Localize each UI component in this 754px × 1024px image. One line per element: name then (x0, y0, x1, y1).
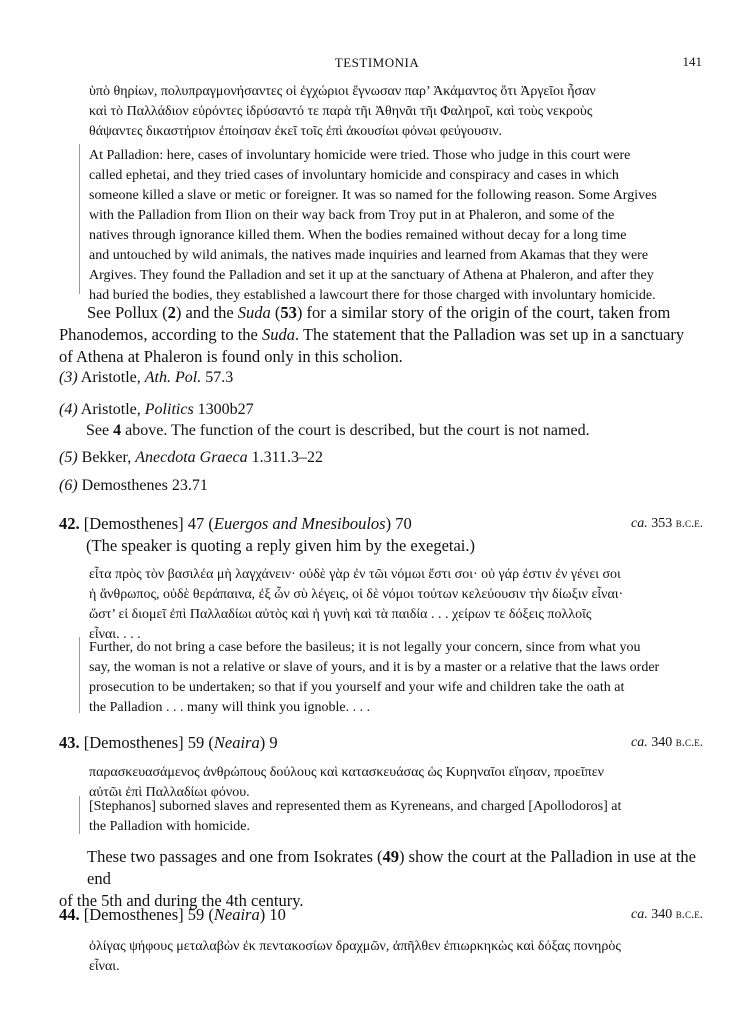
translation-rule (79, 637, 80, 713)
translation-block (89, 638, 714, 718)
greek-line: εἶναι. . . . (89, 627, 141, 642)
commentary-paragraph: These two passages and one from Isokrates (49) show the court at the Palladion in use at the end of the 5th and during the 4th century. (59, 847, 696, 910)
translation-line: Further, do not bring a case before the basileus; it is not legally your concern, since from what you (89, 640, 641, 655)
source-citation: (3) Aristotle, Ath. Pol. 57.3 (59, 369, 234, 386)
source-note: See 4 above. The function of the court is described, but the court is not named. (86, 422, 590, 439)
translation-line: someone killed a slave or metic or foreigner. It was so named for the following reason. Some Argives (89, 188, 657, 203)
greek-line: αὐτῶι ἐπὶ Παλλαδίωι φόνου. (89, 785, 250, 800)
entry-note: (The speaker is quoting a reply given him by the exegetai.) (86, 536, 475, 555)
running-header: TESTIMONIA (334, 55, 420, 70)
entry-heading-43: 43. [Demosthenes] 59 (Neaira) 9 (59, 733, 278, 752)
translation-line: [Stephanos] suborned slaves and represented them as Kyreneans, and charged [Apollodoros] at (89, 799, 622, 814)
source-citation: (5) Bekker, Anecdota Graeca 1.311.3–22 (59, 449, 324, 466)
page-number: 141 (682, 54, 702, 69)
greek-line: καὶ τὸ Παλλάδιον εὑρόντες ἱδρύσαντό τε παρὰ τῆι Ἀθηνᾶι τῆι Φαληροῖ, καὶ τοὺς νεκροὺς (89, 104, 593, 119)
greek-text-block (89, 565, 714, 645)
translation-line: natives through ignorance killed them. When the bodies remained without decay for a long time (89, 228, 627, 243)
greek-line: εἶτα πρὸς τὸν βασιλέα μὴ λαγχάνειν· οὐδὲ γὰρ ἐν τῶι νόμωι ἔστι σοι· οὐ γάρ ἐστιν ἐν γένει σοι (89, 567, 621, 582)
translation-line: prosecution to be undertaken; so that if you yourself and your wife and children take the oath at (89, 680, 625, 695)
greek-line: ὥστ’ εἰ διομεῖ ἐπὶ Παλλαδίωι αὐτὸς καὶ ἡ γυνὴ καὶ τὰ παιδία . . . χείρων τε δόξεις πολλοῖς (89, 607, 592, 622)
translation-line: say, the woman is not a relative or slave of yours, and it is by a master or a relative that the laws order (89, 660, 660, 675)
greek-text-block (89, 82, 709, 142)
entry-date: ca. 340 b.c.e. (631, 734, 703, 750)
greek-line: ὑπὸ θηρίων, πολυπραγμονήσαντες οἱ ἐγχώριοι ἔγνωσαν παρ’ Ἀκάμαντος ὅτι Ἀργεῖοι ἦσαν (89, 84, 596, 99)
greek-line: ἡ ἄνθρωπος, οὐδὲ θεράπαινα, ἐξ ὧν σὺ λέγεις, οἱ δὲ νόμοι τούτων κελεύουσιν τὴν δίωξιν εἶναι· (89, 587, 624, 602)
translation-block (89, 146, 714, 306)
translation-line: the Palladion . . . many will think you ignoble. . . . (89, 700, 371, 715)
translation-line: called ephetai, and they tried cases of involuntary homicide and conspiracy and cases in which (89, 168, 619, 183)
translation-line: At Palladion: here, cases of involuntary homicide were tried. Those who judge in this court were (89, 148, 631, 163)
greek-line: θάψαντες δικαστήριον ἐποίησαν ἐκεῖ τοῖς ἐπὶ ἀκουσίωι φόνωι φεύγουσιν. (89, 124, 503, 139)
greek-line: παρασκευασάμενος ἀνθρώπους δούλους καὶ κατασκευάσας ὡς Κυρηναῖοι εἴησαν, προεῖπεν (89, 765, 604, 780)
entry-date: ca. 353 b.c.e. (631, 515, 703, 531)
greek-text-block (89, 937, 714, 977)
entry-date: ca. 340 b.c.e. (631, 906, 703, 922)
translation-line: had buried the bodies, they established a lawcourt there for those charged with involuntary homicide. (89, 288, 656, 303)
translation-line: the Palladion with homicide. (89, 819, 250, 834)
greek-line: εἶναι. (89, 959, 120, 974)
translation-rule (79, 796, 80, 834)
greek-line: ὀλίγας ψήφους μεταλαβὼν ἐκ πεντακοσίων δραχμῶν, ἀπῆλθεν ἐπιωρκηκὼς καὶ δόξας πονηρὸς (89, 939, 621, 954)
entry-heading-42: 42. [Demosthenes] 47 (Euergos and Mnesiboulos) 70 (59, 514, 412, 533)
translation-rule (79, 144, 80, 294)
translation-line: with the Palladion from Ilion on their way back from Troy put in at Phaleron, and some of the (89, 208, 615, 223)
entry-heading-44: 44. [Demosthenes] 59 (Neaira) 10 (59, 905, 286, 924)
translation-line: Argives. They found the Palladion and set it up at the sanctuary of Athena at Phaleron, and after they (89, 268, 654, 283)
translation-line: and untouched by wild animals, the natives made inquiries and learned from Akamas that they were (89, 248, 649, 263)
source-citation: (4) Aristotle, Politics 1300b27 (59, 401, 254, 418)
commentary-paragraph: See Pollux (2) and the Suda (53) for a similar story of the origin of the court, taken from Phanodemos, according to the Suda. The statement that the Palladion was set up in a sanctuary of Athena at Phaleron is found only in this scholion. (59, 303, 685, 366)
translation-block (89, 797, 714, 837)
source-citation: (6) Demosthenes 23.71 (59, 477, 208, 494)
